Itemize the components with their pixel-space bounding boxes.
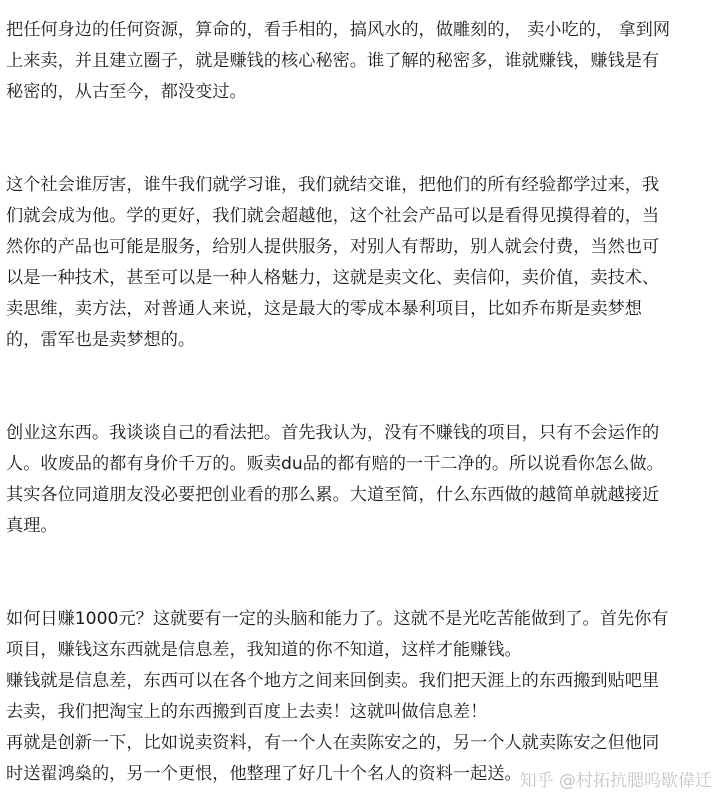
text-line: 人。收废品的都有身价千万的。贩卖du品的都有赔的一干二净的。所以说看你怎么做。: [6, 454, 664, 474]
text-line: 项目，赚钱这东西就是信息差，我知道的你不知道，这样才能赚钱。: [6, 640, 522, 660]
text-line: 赚钱就是信息差，东西可以在各个地方之间来回倒卖。我们把天涯上的东西搬到贴吧里: [6, 671, 660, 691]
paragraph-4: [6, 604, 718, 790]
paragraph-spacer: [6, 108, 718, 170]
text-line: 上来卖，并且建立圈子，就是赚钱的核心秘密。谁了解的秘密多，谁就赚钱，赚钱是有: [6, 51, 660, 71]
zhihu-watermark: 知乎 @村拓抗腮呜歇偉迁: [519, 771, 712, 791]
text-line: 们就会成为他。学的更好，我们就会超越他，这个社会产品可以是看得见摸得着的，当: [6, 206, 660, 226]
article-body: [6, 0, 718, 790]
text-line: 创业这东西。我谈谈自己的看法把。首先我认为，没有不赚钱的项目，只有不会运作的: [6, 423, 660, 443]
text-line: 的，雷军也是卖梦想的。: [6, 330, 196, 350]
text-line: 把任何身边的任何资源，算命的，看手相的，搞风水的，做雕刻的， 卖小吃的， 拿到网: [6, 20, 671, 40]
text-line: 这个社会谁厉害，谁牛我们就学习谁，我们就结交谁，把他们的所有经验都学过来，我: [6, 175, 660, 195]
text-line: 如何日赚1000元？这就要有一定的头脑和能力了。这就不是光吃苦能做到了。首先你有: [6, 609, 669, 629]
text-line: 再就是创新一下，比如说卖资料，有一个人在卖陈安之的，另一个人就卖陈安之但他同: [6, 733, 660, 753]
paragraph-2: [6, 170, 718, 356]
text-line: 真理。: [6, 516, 58, 536]
paragraph-spacer: [6, 542, 718, 604]
text-line: 秘密的，从古至今，都没变过。: [6, 82, 247, 102]
paragraph-3: [6, 418, 718, 542]
paragraph-spacer: [6, 356, 718, 418]
text-line: 时送翟鸿燊的，另一个更恨，他整理了好几十个名人的资料一起送。: [6, 764, 522, 784]
text-line: 卖思维，卖方法，对普通人来说，这是最大的零成本暴利项目，比如乔布斯是卖梦想: [6, 299, 642, 319]
paragraph-1: [6, 15, 718, 108]
text-line: 然你的产品也可能是服务，给别人提供服务，对别人有帮助，别人就会付费，当然也可: [6, 237, 660, 257]
text-line: 以是一种技术，甚至可以是一种人格魅力，这就是卖文化、卖信仰，卖价值，卖技术、: [6, 268, 660, 288]
text-line: 其实各位同道朋友没必要把创业看的那么累。大道至简，什么东西做的越简单就越接近: [6, 485, 660, 505]
text-line: 去卖，我们把淘宝上的东西搬到百度上去卖！这就叫做信息差！: [6, 702, 488, 722]
